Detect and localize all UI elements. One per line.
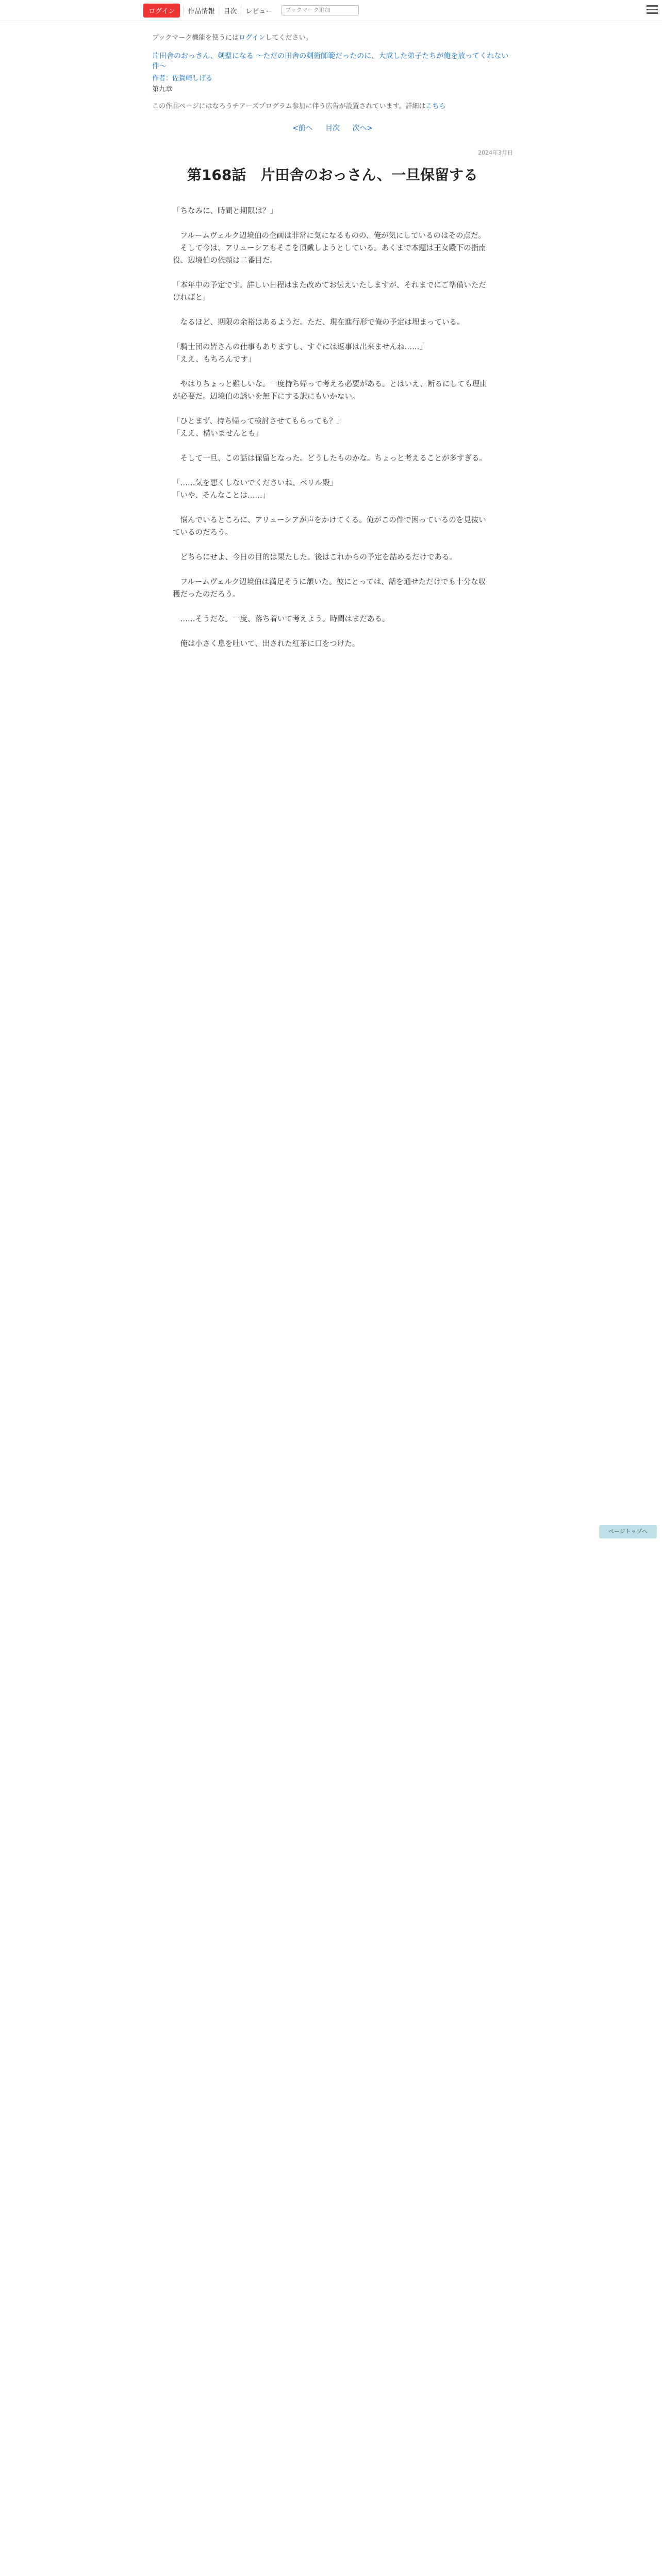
paragraph: 「ちなみに、時間と期限は？」 — [173, 207, 277, 215]
paragraph: やはりちょっと難しいな。一度持ち帰って考える必要がある。とはいえ、断るにしても理由が必要だ。辺境伯の誘いを無下にする訳にもいかない。 — [173, 380, 487, 401]
nav-work-info[interactable]: 作品情報 — [183, 6, 219, 15]
author-link[interactable]: 作者：佐賀崎しげる — [152, 75, 213, 82]
nav-review[interactable]: レビュー — [241, 6, 276, 15]
paragraph: そして一旦、この話は保留となった。どうしたものかな。ちょっと考えることが多すぎる。 — [173, 454, 487, 463]
paragraph: 「騎士団の皆さんの仕事もありますし、すぐには返事は出来ませんね……」 「ええ、もちろんです」 — [173, 343, 427, 364]
paragraph: 「本年中の予定です。詳しい日程はまた改めてお伝えいたしますが、それまでにご準備いただければと」 — [173, 281, 486, 302]
paragraph: なるほど、期限の余裕はあるようだ。ただ、現在進行形で俺の予定は埋まっている。 — [173, 318, 465, 327]
paragraph: 俺は小さく息を吐いて、出された紅茶に口をつけた。 — [173, 640, 360, 648]
episode-date: 2024年3月日 — [478, 149, 513, 156]
nav-toc[interactable]: 目次 — [219, 6, 241, 15]
pager-top — [152, 123, 513, 133]
paragraph: ……そうだな。一度、落ち着いて考えよう。時間はまだある。 — [173, 615, 390, 623]
toc-link[interactable]: 目次 — [325, 124, 340, 132]
paragraph: フルームヴェルク辺境伯は満足そうに頷いた。彼にとっては、話を通せただけでも十分な収穫だったのだろう。 — [173, 578, 486, 599]
work-title-link[interactable]: 片田舎のおっさん、剣聖になる ～ただの田舎の剣術師範だったのに、大成した弟子たちが俺を放ってくれない件～ — [152, 52, 509, 71]
paragraph: フルームヴェルク辺境伯の企画は非常に気になるものの、俺が気にしているのはその点だ。 そして今は、アリューシアもそこを頂戴しようとしている。あくまで本題は王女殿下の指南役、辺境伯の依頼は二番目だ。 — [173, 232, 486, 265]
login-note-suffix: してください。 — [265, 34, 312, 42]
episode-body — [173, 205, 492, 650]
hamburger-menu-icon[interactable] — [647, 5, 658, 14]
paragraph: どちらにせよ、今日の目的は果たした。後はこれからの予定を詰めるだけである。 — [173, 553, 457, 562]
ad-notice-link[interactable]: こちら — [425, 103, 446, 110]
paragraph: 悩んでいるところに、アリューシアが声をかけてくる。俺がこの件で困っているのを見抜いているのだろう。 — [173, 516, 486, 537]
login-note — [152, 32, 513, 42]
paragraph: 「……気を悪くしないでくださいね、ベリル殿」 「いや、そんなことは……」 — [173, 479, 337, 500]
main-content — [152, 32, 513, 663]
next-link[interactable]: 次へ> — [352, 124, 373, 132]
login-button[interactable]: ログイン — [143, 4, 180, 18]
ad-notice-text: この作品ページにはなろうチアーズプログラム参加に伴う広告が設置されています。詳細は — [152, 103, 426, 110]
ad-notice — [152, 100, 513, 110]
top-bar — [0, 0, 662, 21]
prev-link[interactable]: <前へ — [292, 124, 313, 132]
chapter-label: 第九章 — [152, 86, 173, 93]
login-note-link[interactable]: ログイン — [239, 34, 266, 42]
bookmark-add-box[interactable]: ブックマーク追加 — [282, 5, 359, 15]
paragraph: 「ひとまず、持ち帰って検討させてもらっても？」 「ええ、構いませんとも」 — [173, 417, 344, 438]
login-note-text: ブックマーク機能を使うには — [152, 34, 239, 42]
episode-title: 第168話 片田舎のおっさん、一旦保留する — [187, 166, 478, 183]
page-top-tab[interactable]: ページトップへ — [599, 1525, 657, 1538]
top-nav — [143, 4, 359, 16]
